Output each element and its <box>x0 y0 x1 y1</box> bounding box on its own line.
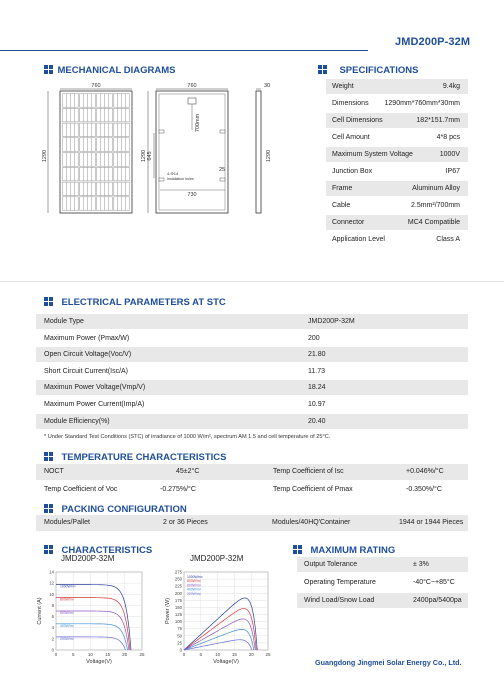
stc-note: * Under Standard Test Conditions (STC) of irradiance of 1000 W/m², spectrum AM 1.5 and cell temperature of 25°C. <box>44 434 331 440</box>
series-label: 600W/m² <box>187 583 201 588</box>
x-tick-label: 0 <box>54 652 58 657</box>
rating-row <box>297 575 468 590</box>
x-axis-label: Voltage(V) <box>86 659 112 664</box>
rating-row <box>297 557 468 572</box>
pv-chart-title: JMD200P-32M <box>190 554 244 563</box>
series-label: 1000W/m² <box>60 584 76 589</box>
spec-row-label: Cell Amount <box>332 134 370 141</box>
grid-icon <box>44 504 53 513</box>
elec-row-label: Maximum Power Current(Imp/A) <box>44 401 145 408</box>
x-axis-label: Voltage(V) <box>213 659 239 664</box>
pmax-coef-label: Temp Coefficient of Pmax <box>273 486 353 493</box>
y-tick-label: 150 <box>174 604 182 610</box>
elec-row-label: Module Type <box>44 318 84 325</box>
spec-row <box>326 215 468 230</box>
spec-row-label: Cell Dimensions <box>332 117 383 124</box>
y-tick-label: 2 <box>51 636 54 642</box>
spec-row-value: Class A <box>436 236 460 243</box>
voc-coef-label: Temp Coefficient of Voc <box>44 486 118 493</box>
front-panel <box>48 89 132 213</box>
noct-value: 45±2°C <box>176 468 200 475</box>
elec-row-value: 20.40 <box>308 417 326 425</box>
series-label: 800W/m² <box>60 597 74 602</box>
elec-row <box>36 347 468 362</box>
spec-row <box>326 96 468 111</box>
y-tick-label: 125 <box>174 612 182 618</box>
iv-chart-title: JMD200P-32M <box>61 554 115 563</box>
elec-row <box>36 380 468 395</box>
container-value: 1944 or 1944 Pieces <box>399 519 464 526</box>
x-tick-label: 20 <box>122 652 128 657</box>
spec-row <box>326 147 468 162</box>
spec-row-value: 1000V <box>439 151 460 158</box>
rating-row-value: ± 3% <box>413 561 429 568</box>
y-tick-label: 4 <box>51 625 54 631</box>
section-title: SPECIFICATIONS <box>339 65 419 76</box>
spec-row-value: IP67 <box>445 168 460 175</box>
spec-row-label: Frame <box>332 185 353 192</box>
rating-row <box>297 593 468 608</box>
section-title: CHARACTERISTICS <box>61 545 153 556</box>
y-tick-label: 50 <box>177 633 182 639</box>
half-height-label: 645 <box>147 151 153 161</box>
pallet-value: 2 or 36 Pieces <box>163 519 208 526</box>
rating-row-label: Operating Temperature <box>304 579 376 586</box>
mechanical-diagrams <box>36 78 276 218</box>
pv-chart <box>164 568 274 664</box>
holes-note: Installation holes <box>167 177 194 181</box>
section-title: MAXIMUM RATING <box>310 545 396 556</box>
y-tick-label: 0 <box>179 647 182 653</box>
elec-row-label: Module Efficiency(%) <box>44 417 110 425</box>
spec-row-value: 9.4kg <box>442 83 460 90</box>
rating-row-label: Output Tolerance <box>304 561 358 568</box>
y-tick-label: 14 <box>49 569 54 575</box>
section-title: TEMPERATURE CHARACTERISTICS <box>61 452 227 463</box>
spec-row <box>326 164 468 179</box>
spec-row <box>326 79 468 94</box>
section-title: PACKING CONFIGURATION <box>61 504 187 515</box>
spec-row <box>326 181 468 196</box>
elec-row <box>36 331 468 346</box>
spec-row <box>326 130 468 145</box>
section-title: ELECTRICAL PARAMETERS AT STC <box>61 297 226 308</box>
packing-row <box>36 515 468 531</box>
holes-label: 4-Φ14 <box>167 171 179 176</box>
noct-label: NOCT <box>44 468 64 475</box>
container-label: Modules/40HQ'Container <box>272 519 351 526</box>
y-tick-label: 25 <box>177 640 182 646</box>
cable-length-label: 700mm <box>195 113 201 133</box>
y-tick-label: 6 <box>51 614 54 620</box>
spec-row <box>326 113 468 128</box>
series-label: 600W/m² <box>60 611 74 615</box>
temp-row-2 <box>36 482 468 498</box>
y-tick-label: 10 <box>49 591 54 597</box>
rating-row-value: 2400pa/5400pa <box>413 597 462 604</box>
x-tick-label: 0 <box>182 652 186 657</box>
series-label: 200W/m² <box>187 591 201 596</box>
x-tick-label: 15 <box>105 652 111 657</box>
spec-row-value: MC4 Compatible <box>407 219 460 226</box>
spec-row-label: Dimensions <box>332 100 369 107</box>
spec-row-label: Junction Box <box>332 168 373 175</box>
side-view <box>256 89 261 213</box>
x-tick-label: 25 <box>265 652 271 657</box>
elec-row <box>36 364 468 379</box>
elec-row-value: JMD200P-32M <box>308 318 355 325</box>
x-tick-label: 25 <box>139 652 145 657</box>
back-width-label: 760 <box>187 83 197 89</box>
company-name: Guangdong Jingmei Solar Energy Co., Ltd. <box>315 658 462 667</box>
hole-spacing-label: 730 <box>187 192 197 198</box>
spec-row-label: Connector <box>332 219 365 226</box>
series-label: 400W/m² <box>187 587 201 592</box>
y-tick-label: 275 <box>174 569 182 575</box>
side-height-label: 1290 <box>266 149 272 163</box>
section-rating <box>293 540 395 558</box>
grid-icon <box>44 452 53 461</box>
spec-row-value: 2.5mm²/700mm <box>410 202 460 209</box>
spec-row-label: Application Level <box>332 236 385 243</box>
section-specifications <box>318 60 418 78</box>
spec-row-label: Weight <box>332 83 354 90</box>
y-tick-label: 100 <box>174 619 182 625</box>
y-tick-label: 8 <box>51 602 54 608</box>
pmax-coef-value: -0.350%/°C <box>406 486 442 493</box>
spec-row-label: Maximum System Voltage <box>332 151 413 158</box>
model-title: JMD200P-32M <box>395 36 471 48</box>
grid-icon <box>44 545 53 554</box>
grid-icon <box>293 545 302 554</box>
section-title: MECHANICAL DIAGRAMS <box>57 65 176 76</box>
rating-row-label: Wind Load/Snow Load <box>304 597 375 604</box>
section-temperature <box>44 447 226 465</box>
elec-row <box>36 397 468 412</box>
temp-row-1 <box>36 464 468 480</box>
elec-row-value: 21.80 <box>308 351 326 359</box>
elec-row-value: 10.97 <box>308 401 326 408</box>
series-label: 1000W/m² <box>187 575 203 579</box>
y-axis-label: Current (A) <box>37 597 43 625</box>
divider <box>0 281 504 282</box>
elec-row-label: Maximun Power Voltage(Vmp/V) <box>44 384 146 392</box>
hole-offset-label: 25 <box>219 167 226 173</box>
front-width-label: 760 <box>91 83 101 89</box>
x-tick-label: 10 <box>87 652 93 657</box>
x-tick-label: 5 <box>71 652 75 657</box>
spec-row-value: 4*8 pcs <box>436 134 460 141</box>
spec-row-value: 182*151.7mm <box>416 117 460 124</box>
section-mechanical <box>44 60 176 78</box>
grid-icon <box>318 65 327 74</box>
y-tick-label: 0 <box>51 647 54 653</box>
isc-coef-value: +0.046%/°C <box>406 468 444 475</box>
elec-row-value: 18.24 <box>308 384 326 392</box>
grid-icon <box>44 65 53 74</box>
voc-coef-value: -0.275%/°C <box>160 486 196 493</box>
series-label: 800W/m² <box>187 579 201 584</box>
x-tick-label: 15 <box>231 652 237 657</box>
elec-row <box>36 314 468 329</box>
spec-row <box>326 198 468 213</box>
isc-coef-label: Temp Coefficient of Isc <box>273 468 344 475</box>
y-tick-label: 12 <box>49 580 54 586</box>
back-height-label: 1290 <box>141 149 147 163</box>
elec-row-label: Open Circuit Voltage(Voc/V) <box>44 351 132 359</box>
section-electrical <box>44 292 226 310</box>
y-tick-label: 200 <box>174 590 182 596</box>
series-label: 200W/m² <box>60 636 74 641</box>
y-axis-label: Power (W) <box>165 598 171 624</box>
spec-row-value: Aluminum Alloy <box>412 185 460 192</box>
elec-row-value: 200 <box>308 334 320 342</box>
elec-row-label: Maximum Power (Pmax/W) <box>44 334 130 342</box>
elec-row-value: 11.73 <box>308 367 325 375</box>
rating-row-value: -40°C~+85°C <box>413 579 455 586</box>
side-depth-label: 30 <box>264 83 271 89</box>
grid-icon <box>44 297 53 306</box>
y-tick-label: 225 <box>174 583 182 589</box>
spec-row <box>326 232 468 247</box>
x-tick-label: 10 <box>215 652 221 657</box>
elec-row-label: Short Circuit Current(Isc/A) <box>44 367 129 375</box>
y-tick-label: 250 <box>174 576 182 582</box>
x-tick-label: 5 <box>199 652 203 657</box>
series-label: 400W/m² <box>60 623 74 628</box>
y-tick-label: 75 <box>177 626 182 632</box>
spec-row-value: 1290mm*760mm*30mm <box>384 100 460 107</box>
y-tick-label: 175 <box>174 597 182 603</box>
iv-chart <box>36 568 148 664</box>
spec-row-label: Cable <box>332 202 351 209</box>
x-tick-label: 20 <box>248 652 254 657</box>
front-height-label: 1290 <box>42 149 48 163</box>
elec-row <box>36 414 468 429</box>
pallet-label: Modules/Pallet <box>44 519 90 526</box>
